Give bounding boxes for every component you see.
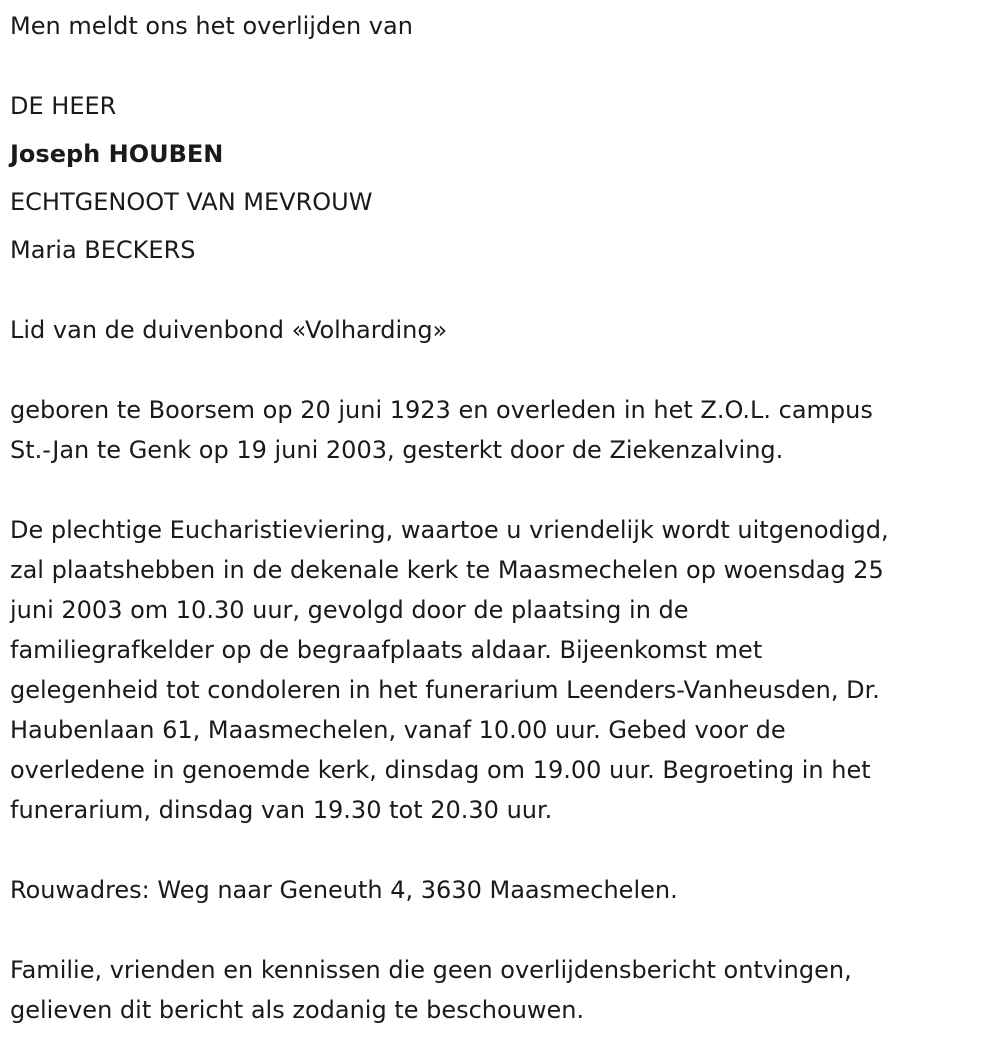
- deceased-name: Joseph HOUBEN: [10, 140, 224, 168]
- intro-line: Men meldt ons het overlijden van: [10, 12, 413, 40]
- paragraph-line: juni 2003 om 10.30 uur, gevolgd door de plaatsing in de: [10, 596, 689, 624]
- relation-line: ECHTGENOOT VAN MEVROUW: [10, 188, 373, 216]
- paragraph-line: geboren te Boorsem op 20 juni 1923 en overleden in het Z.O.L. campus: [10, 396, 873, 424]
- honorific: DE HEER: [10, 92, 117, 120]
- ceremony-paragraph: [10, 510, 990, 830]
- paragraph-line: zal plaatshebben in de dekenale kerk te Maasmechelen op woensdag 25: [10, 556, 884, 584]
- paragraph-line: St.-Jan te Genk op 19 juni 2003, gesterkt door de Ziekenzalving.: [10, 436, 784, 464]
- paragraph-line: gelegenheid tot condoleren in het funerarium Leenders-Vanheusden, Dr.: [10, 676, 880, 704]
- paragraph-line: Haubenlaan 61, Maasmechelen, vanaf 10.00 uur. Gebed voor de: [10, 716, 786, 744]
- birth-death-paragraph: [10, 390, 990, 470]
- paragraph-line: funerarium, dinsdag van 19.30 tot 20.30 uur.: [10, 796, 553, 824]
- closing-paragraph: [10, 950, 990, 1030]
- paragraph-line: overledene in genoemde kerk, dinsdag om 19.00 uur. Begroeting in het: [10, 756, 871, 784]
- membership-line: Lid van de duivenbond «Volharding»: [10, 316, 448, 344]
- paragraph-line: De plechtige Eucharistieviering, waartoe u vriendelijk wordt uitgenodigd,: [10, 516, 889, 544]
- paragraph-line: gelieven dit bericht als zodanig te beschouwen.: [10, 996, 585, 1024]
- spouse-name: Maria BECKERS: [10, 236, 196, 264]
- paragraph-line: Familie, vrienden en kennissen die geen overlijdensbericht ontvingen,: [10, 956, 852, 984]
- paragraph-line: familiegrafkelder op de begraafplaats aldaar. Bijeenkomst met: [10, 636, 763, 664]
- mourning-address: Rouwadres: Weg naar Geneuth 4, 3630 Maasmechelen.: [10, 876, 678, 904]
